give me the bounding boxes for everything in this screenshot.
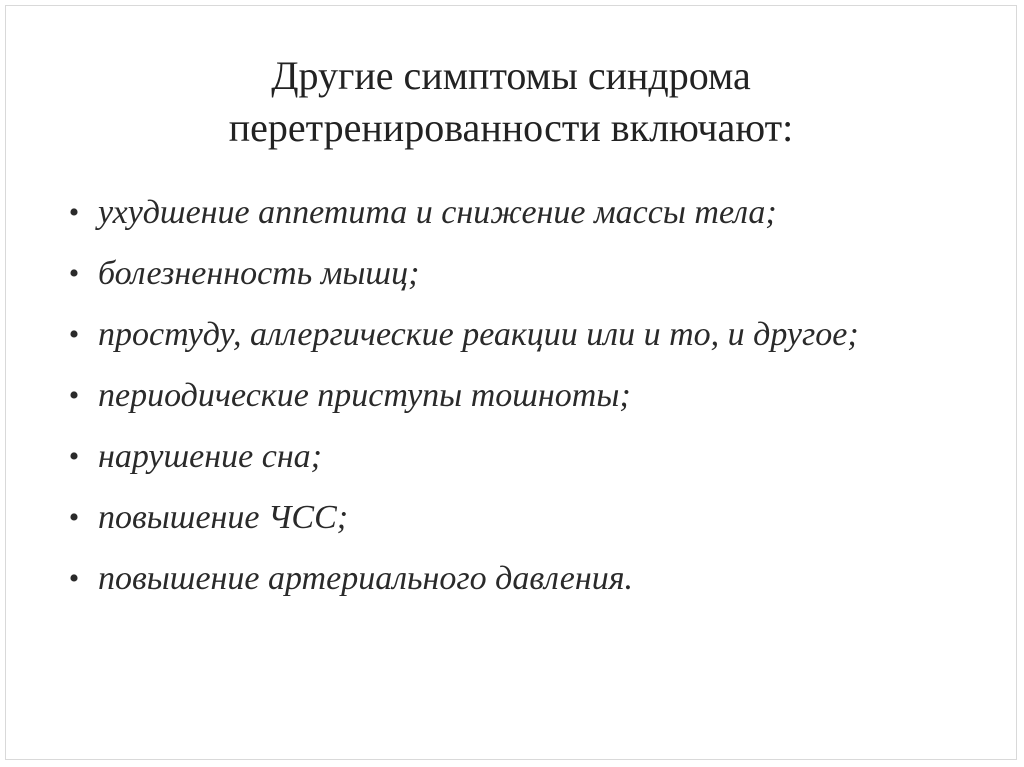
bullet-icon: • <box>68 440 80 473</box>
list-item <box>62 253 962 295</box>
bullet-icon: • <box>68 379 80 412</box>
bullet-icon: • <box>68 562 80 595</box>
bullet-icon: • <box>68 501 80 534</box>
list-item-text: повышение ЧСС; <box>98 499 349 536</box>
bullet-icon: • <box>68 318 80 351</box>
list-item-text: повышение артериального давления. <box>98 560 634 597</box>
list-item <box>62 192 962 234</box>
list-item-text: ухудшение аппетита и снижение массы тела; <box>98 194 777 231</box>
title-line-1: Другие симптомы синдрома <box>271 53 751 98</box>
bullet-icon: • <box>68 257 80 290</box>
list-item <box>62 375 962 417</box>
list-item <box>62 314 962 356</box>
list-item-text: болезненность мышц; <box>98 255 420 292</box>
list-item-text: нарушение сна; <box>98 438 323 475</box>
list-item <box>62 497 962 539</box>
slide <box>5 5 1017 760</box>
list-item <box>62 436 962 478</box>
slide-title <box>6 50 1016 154</box>
title-line-2: перетренированности включают: <box>228 105 794 150</box>
list-item-text: периодические приступы тошноты; <box>98 377 631 414</box>
list-item <box>62 558 962 600</box>
list-item-text: простуду, аллергические реакции или и то, и другое; <box>98 316 859 353</box>
symptom-list <box>62 192 962 619</box>
bullet-icon: • <box>68 196 80 229</box>
